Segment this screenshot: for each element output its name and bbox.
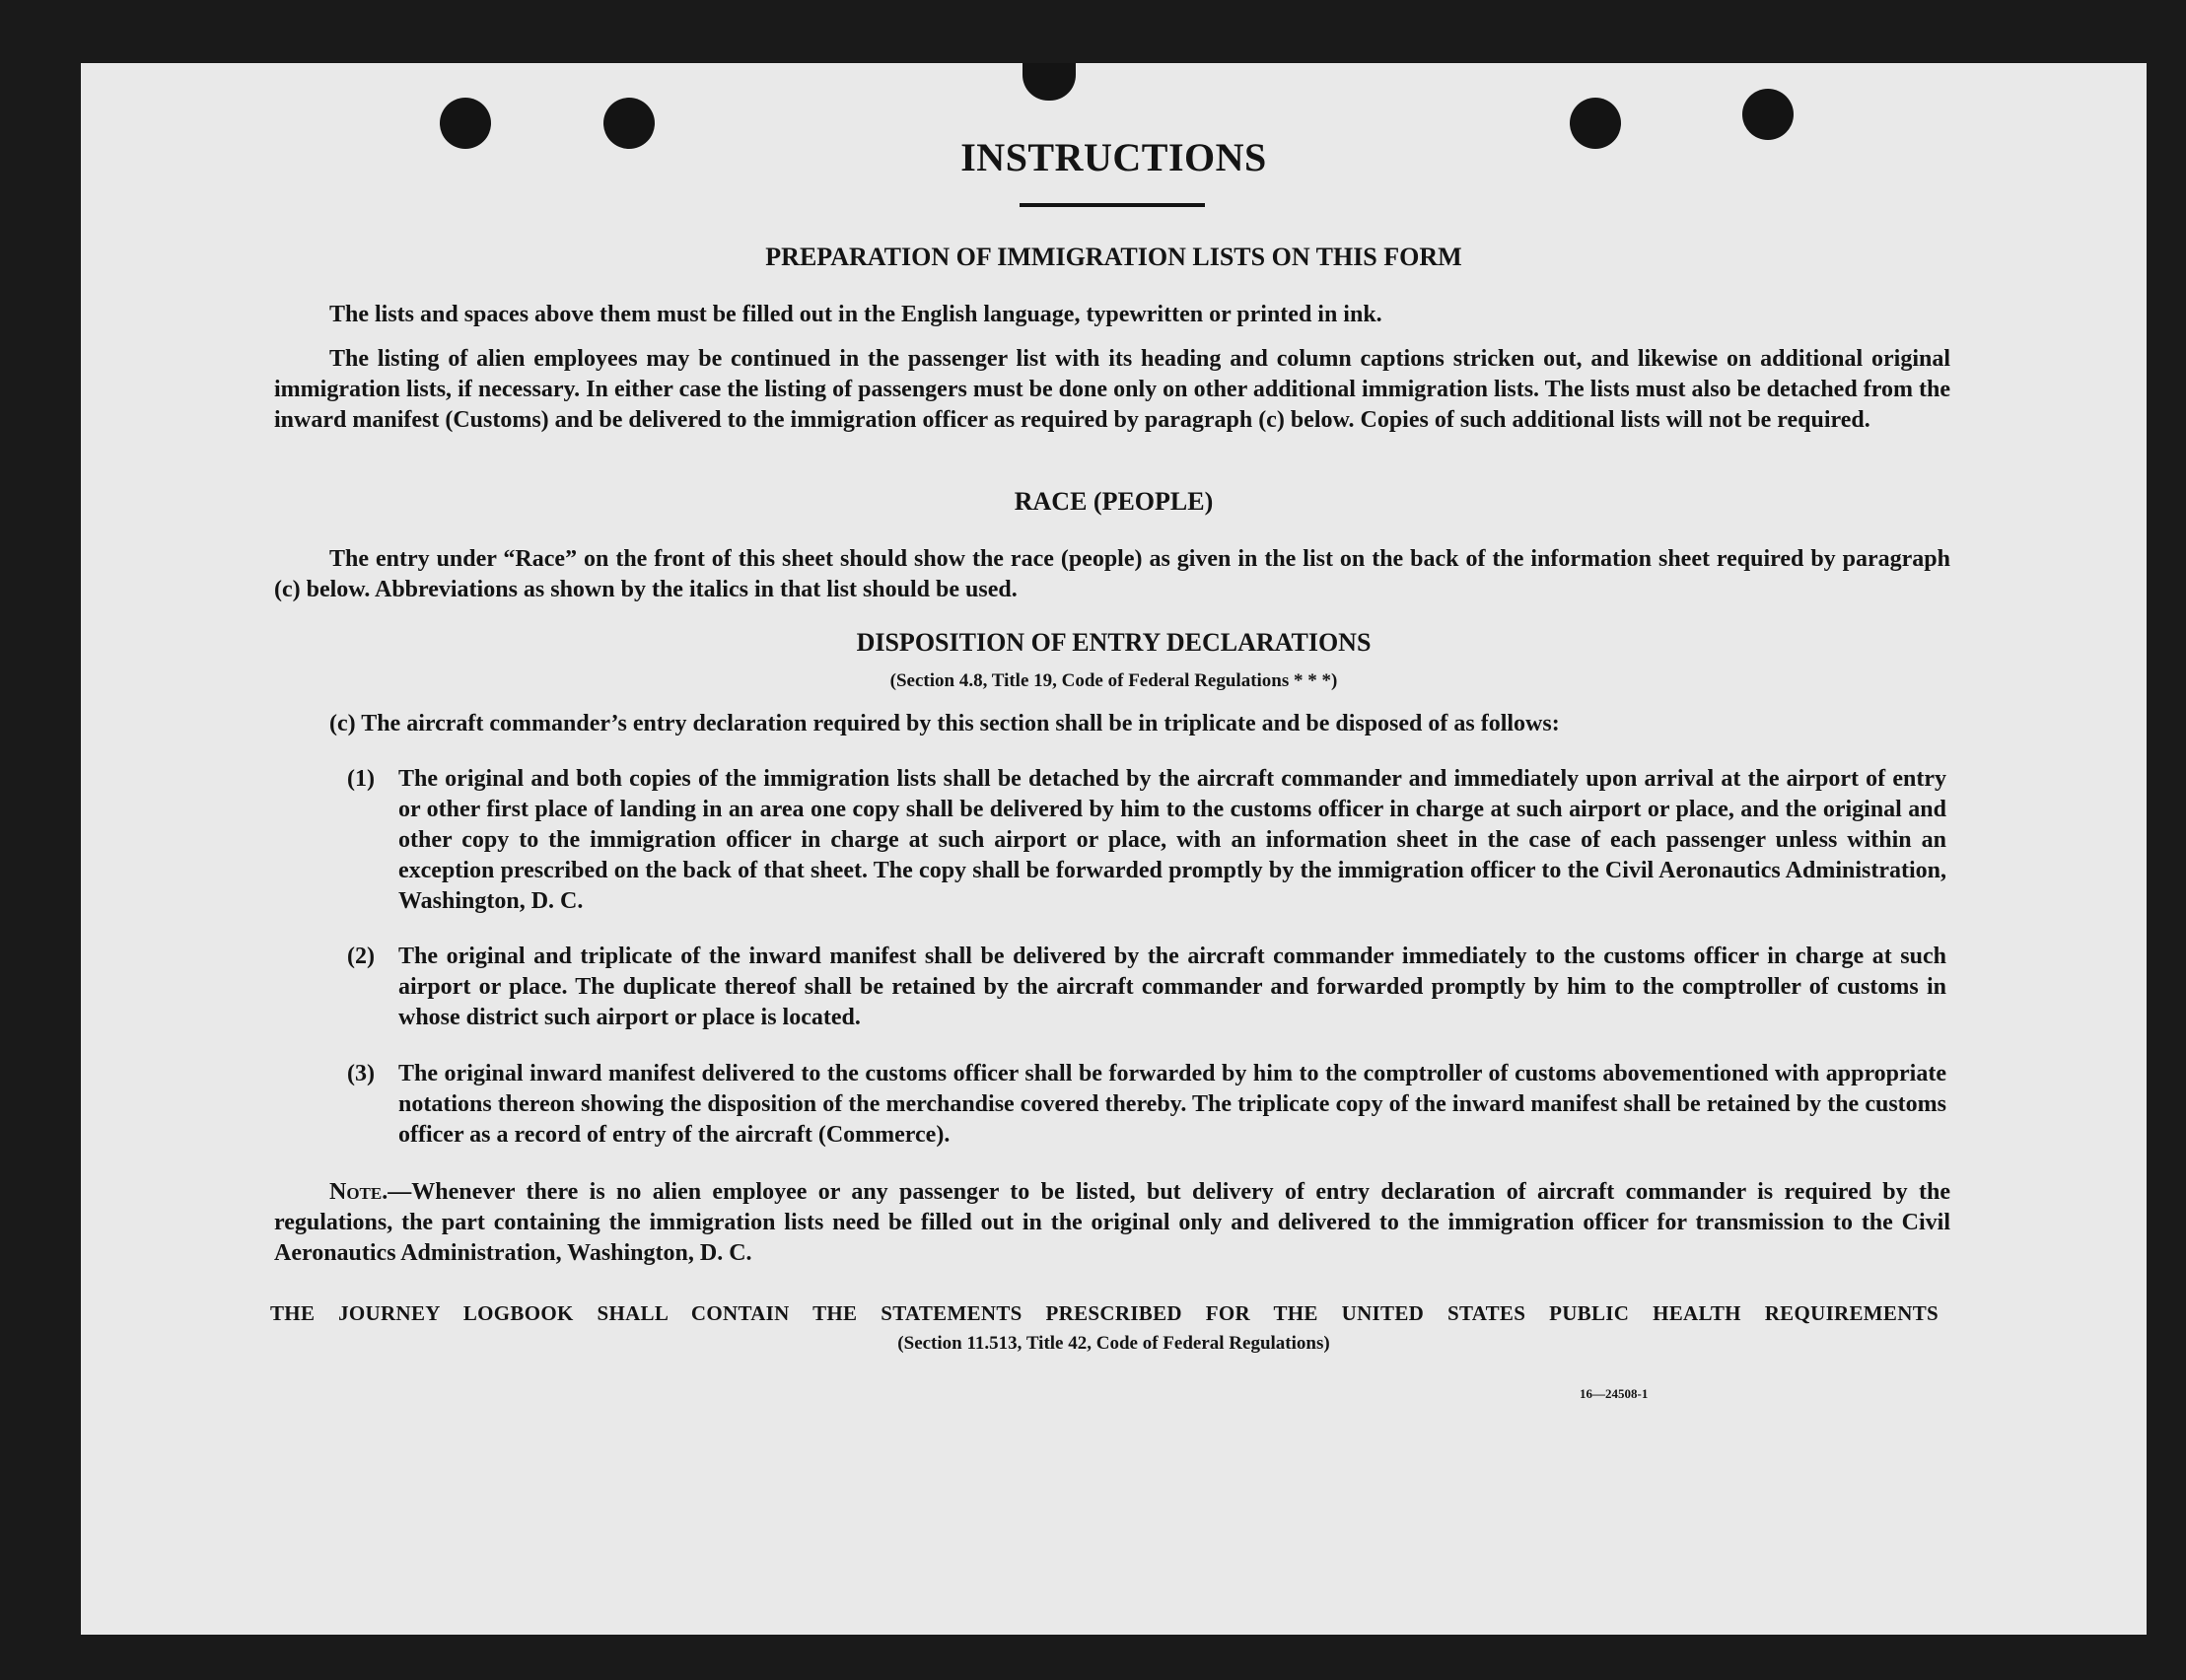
footer-citation: (Section 11.513, Title 42, Code of Federal Regulations) bbox=[897, 1333, 1330, 1354]
section-heading-preparation: PREPARATION OF IMMIGRATION LISTS ON THIS FORM bbox=[765, 243, 1462, 271]
list-item-number: (3) bbox=[347, 1061, 375, 1086]
list-item bbox=[347, 1059, 1946, 1151]
note-label: Note. bbox=[329, 1179, 388, 1205]
note-text: —Whenever there is no alien employee or any passenger to be listed, but delivery of entry declaration of aircraft commander is required by the regulations, the part containing the immigration lists need be filled out in the original only and delivered to the immigration officer for transmission to the Civil Aeronautics Administration, Washington, D. C. bbox=[274, 1179, 1950, 1266]
form-number: 16—24508-1 bbox=[1580, 1386, 1649, 1401]
paragraph-text: The entry under “Race” on the front of this sheet should show the race (people) as given in the list on the back of the information sheet required by paragraph (c) below. Abbreviations as shown by the italics in that list should be used. bbox=[274, 546, 1950, 602]
health-requirements-statement: THE JOURNEY LOGBOOK SHALL CONTAIN THE STATEMENTS PRESCRIBED FOR THE UNITED STATES PUBLIC HEALTH REQUIREMENTS bbox=[270, 1301, 1939, 1325]
note-paragraph bbox=[274, 1177, 1950, 1269]
paragraph-intro: (c) The aircraft commander’s entry declaration required by this section shall be in triplicate and be disposed of as follows: bbox=[329, 711, 1560, 736]
list-item-text: The original and both copies of the immigration lists shall be detached by the aircraft commander and immediately upon arrival at the airport of entry or other first place of landing in an area one copy shall be delivered by him to the customs officer in charge at such airport or place, and the original and other copy to the immigration officer in charge at such airport or place, with an information sheet in the case of each passenger unless within an exception prescribed on the back of that sheet. The copy shall be forwarded promptly by the immigration officer to the Civil Aeronautics Administration, Washington, D. C. bbox=[398, 766, 1946, 914]
paragraph-text: The lists and spaces above them must be filled out in the English language, typewritten or printed in ink. bbox=[329, 302, 1382, 327]
list-item-number: (1) bbox=[347, 766, 375, 792]
punch-hole bbox=[1742, 89, 1794, 140]
paragraph bbox=[274, 344, 1950, 436]
section-heading-disposition: DISPOSITION OF ENTRY DECLARATIONS bbox=[856, 628, 1372, 657]
list-item-text: The original and triplicate of the inward manifest shall be delivered by the aircraft commander immediately to the customs officer in charge at such airport or place. The duplicate thereof shall be retained by the aircraft commander and forwarded promptly by him to the comptroller of customs in whose district such airport or place is located. bbox=[398, 944, 1946, 1030]
title-underline bbox=[1020, 203, 1205, 207]
torn-notch bbox=[1022, 63, 1076, 101]
paragraph bbox=[274, 544, 1950, 605]
list-item-number: (2) bbox=[347, 944, 375, 969]
list-item bbox=[347, 942, 1946, 1033]
list-item bbox=[347, 764, 1946, 917]
list-item-text: The original inward manifest delivered to the customs officer shall be forwarded by him to the comptroller of customs abovementioned with appropriate notations thereon showing the disposition of the merchandise covered thereby. The triplicate copy of the inward manifest shall be retained by the customs officer as a record of entry of the aircraft (Commerce). bbox=[398, 1061, 1946, 1148]
document-page bbox=[81, 63, 2147, 1635]
section-heading-race: RACE (PEOPLE) bbox=[1014, 487, 1214, 516]
paragraph bbox=[274, 300, 1950, 330]
paragraph-text: The listing of alien employees may be continued in the passenger list with its heading and column captions stricken out, and likewise on additional original immigration lists, if necessary. In either case the listing of passengers must be done only on other additional immigration lists. The lists must also be detached from the inward manifest (Customs) and be delivered to the immigration officer as required by paragraph (c) below. Copies of such additional lists will not be required. bbox=[274, 346, 1950, 433]
page-title: INSTRUCTIONS bbox=[960, 135, 1267, 179]
section-citation: (Section 4.8, Title 19, Code of Federal Regulations * * *) bbox=[889, 670, 1338, 691]
